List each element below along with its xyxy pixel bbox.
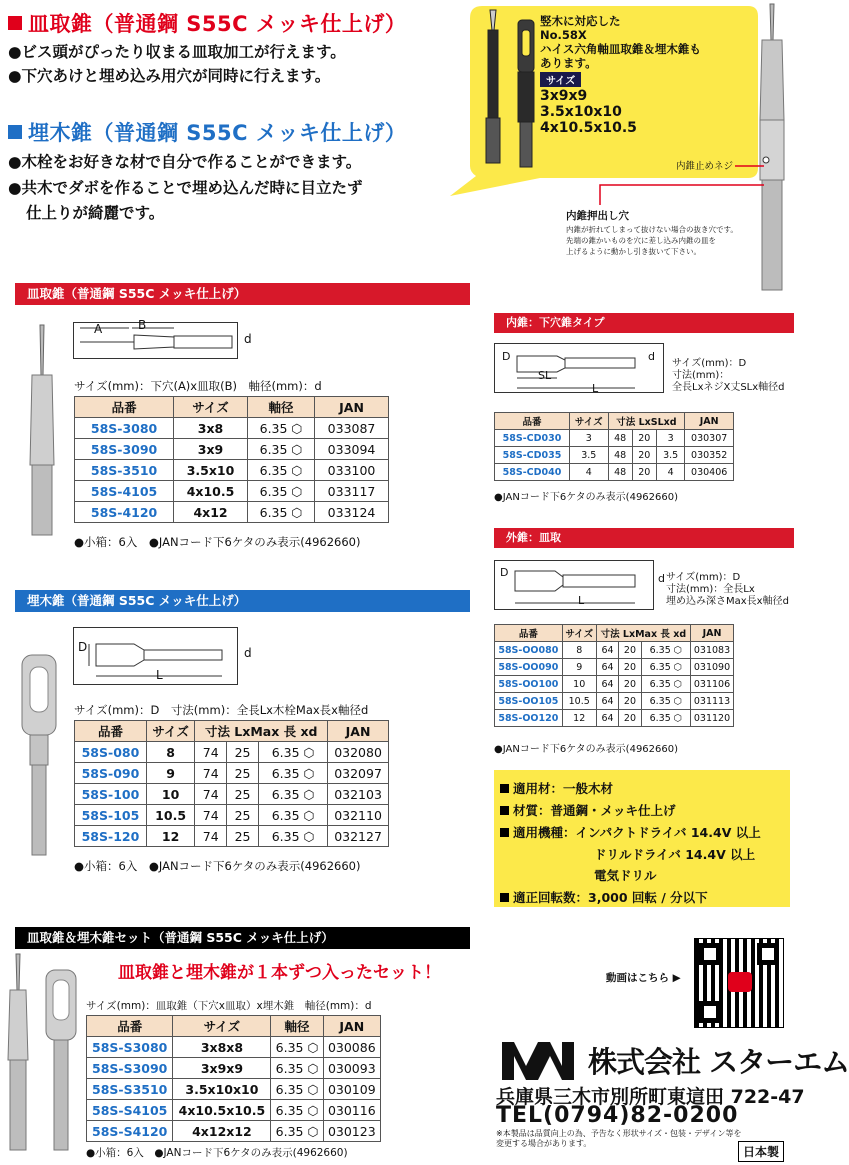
table-row: 58S-CD030 3 48 20 3 030307: [495, 430, 734, 447]
set-tagline: 皿取錐と埋木錐が１本ずつ入ったセット！: [118, 963, 441, 983]
made-in-japan-badge: 日本製: [738, 1141, 784, 1162]
label-hole-desc: 内錐が折れてしまって抜けない場合の抜き穴です。 先端の錐かいものを穴に差し込み内錐の皿を 上げるように動かし引き抜いて下さい。: [566, 225, 738, 256]
set-note: ●小箱：6入 ●JANコード下6ケタのみ表示(4962660): [86, 1147, 348, 1159]
dim-L: L: [578, 594, 585, 607]
cd-diagram: [494, 343, 664, 393]
company-address: 兵庫県三木市別所町東這田 722-47: [496, 1086, 805, 1108]
sara-note: ●小箱：6入 ●JANコード下6ケタのみ表示(4962660): [74, 535, 361, 549]
spec-row: ドリルドライバ 14.4V 以上: [594, 847, 756, 862]
dim-d: d: [648, 350, 655, 363]
dim-D: D: [78, 640, 88, 654]
dim-SL: SL: [538, 369, 552, 382]
table-row: 58S-090 9 74 25 6.35 ⬡ 032097: [75, 763, 389, 784]
oo-table: 品番 サイズ 寸法 LxMax 長 xd JAN 58S-OO080 8 64 20 6.35 ⬡ 031083 58S-OO090 9 64 20 6.35 ⬡ 031090 58S-OO100 10 64 20 6.35 ⬡ 031106 58S-OO105 10.5 64 20 6.35 ⬡ 031113 58S-OO120 12 64 20 6.35 ⬡ 031120: [494, 624, 734, 727]
dim-L: L: [156, 668, 163, 682]
table-row: 58S-4120 4x12 6.35 ⬡ 033124: [75, 502, 389, 523]
bullet: ●ビス頭がぴったり収まる皿取加工が行えます。: [8, 43, 346, 61]
table-row: 58S-CD040 4 48 20 4 030406: [495, 464, 734, 481]
table-row: 58S-S3510 3.5x10x10 6.35 ⬡ 030109: [87, 1079, 381, 1100]
bullet: ●木栓をお好きな材で自分で作ることができます。: [8, 153, 362, 171]
table-row: 58S-3080 3x8 6.35 ⬡ 033087: [75, 418, 389, 439]
bullet: ●共木でダボを作ることで埋め込んだ時に目立たず: [8, 179, 363, 197]
heading-ume: 埋木錐（普通鋼 S55C メッキ仕上げ）: [8, 117, 406, 147]
table-row: 58S-OO090 9 64 20 6.35 ⬡ 031090: [495, 659, 734, 676]
sara-table: 品番 サイズ 軸径 JAN 58S-3080 3x8 6.35 ⬡ 033087 58S-3090 3x9 6.35 ⬡ 033094 58S-3510 3.5x10 6.35 ⬡ 033100 58S-4105 4x10.5 6.35 ⬡ 033117 58S-4120 4x12 6.35 ⬡ 033124: [74, 396, 389, 523]
size-tag: サイズ: [540, 72, 581, 87]
oo-note: ●JANコード下6ケタのみ表示(4962660): [494, 744, 679, 755]
section-bar-sara: 皿取錐（普通鋼 S55C メッキ仕上げ）: [15, 283, 470, 305]
company-name: 株式会社 スターエム: [588, 1045, 849, 1079]
bubble-sizes: 3x9x9 3.5x10x10 4x10.5x10.5: [540, 88, 637, 136]
video-label: 動画はこちら ▶: [606, 972, 681, 984]
oo-diagram: [494, 560, 654, 610]
heading-sara: 皿取錐（普通鋼 S55C メッキ仕上げ）: [8, 8, 406, 38]
spec-row: 電気ドリル: [594, 868, 657, 883]
sara-spec: サイズ(mm)：下穴(A)x皿取(B) 軸径(mm)：d: [74, 379, 322, 393]
dim-d: d: [244, 332, 252, 346]
cd-note: ●JANコード下6ケタのみ表示(4962660): [494, 492, 679, 503]
sara-drill-image: [10, 305, 70, 545]
disclaimer: ※本製品は品質向上の為、予告なく形状サイズ・包装・デザイン等を 変更する場合があります。: [496, 1129, 742, 1148]
section-bar-oo: 外錐：皿取: [494, 528, 794, 548]
table-row: 58S-3090 3x9 6.35 ⬡ 033094: [75, 439, 389, 460]
label-screw: 内錐止めネジ: [676, 161, 734, 172]
table-row: 58S-OO080 8 64 20 6.35 ⬡ 031083: [495, 642, 734, 659]
table-row: 58S-120 12 74 25 6.35 ⬡ 032127: [75, 826, 389, 847]
table-row: 58S-S4120 4x12x12 6.35 ⬡ 030123: [87, 1121, 381, 1142]
section-bar-cd: 内錐：下穴錐タイプ: [494, 313, 794, 333]
ume-drill-image: [10, 615, 70, 865]
ume-note: ●小箱：6入 ●JANコード下6ケタのみ表示(4962660): [74, 859, 361, 873]
table-row: 58S-S4105 4x10.5x10.5 6.35 ⬡ 030116: [87, 1100, 381, 1121]
ume-spec: サイズ(mm)：D 寸法(mm)：全長Lx木栓Max長x軸径d: [74, 703, 369, 717]
table-row: 58S-S3080 3x8x8 6.35 ⬡ 030086: [87, 1037, 381, 1058]
set-spec: サイズ(mm)：皿取錐（下穴x皿取）x埋木錐 軸径(mm)：d: [86, 1000, 372, 1012]
bullet: 仕上りが綺麗です。: [26, 204, 165, 222]
set-drill-image: [4, 950, 94, 1160]
company-tel: TEL(0794)82-0200: [496, 1103, 739, 1128]
table-row: 58S-CD035 3.5 48 20 3.5 030352: [495, 447, 734, 464]
qr-code-icon[interactable]: [694, 938, 784, 1028]
table-row: 58S-4105 4x10.5 6.35 ⬡ 033117: [75, 481, 389, 502]
table-row: 58S-3510 3.5x10 6.35 ⬡ 033100: [75, 460, 389, 481]
table-row: 58S-105 10.5 74 25 6.35 ⬡ 032110: [75, 805, 389, 826]
dim-D: D: [502, 350, 511, 363]
oo-spec: サイズ(mm)：D 寸法(mm)：全長Lx 埋め込み深さMax長x軸径d: [666, 572, 789, 607]
ume-table: 品番 サイズ 寸法 LxMax 長 xd JAN 58S-080 8 74 25 6.35 ⬡ 032080 58S-090 9 74 25 6.35 ⬡ 032097 58S-100 10 74 25 6.35 ⬡ 032103 58S-105 10.5 74 25 6.35 ⬡ 032110 58S-120 12 74 25 6.35 ⬡ 032127: [74, 720, 389, 847]
spec-row: 材質：普通鋼・メッキ仕上げ: [500, 801, 676, 819]
dim-D: D: [500, 566, 509, 579]
section-bar-set: 皿取錐＆埋木錐セット（普通鋼 S55C メッキ仕上げ）: [15, 927, 470, 949]
table-row: 58S-OO105 10.5 64 20 6.35 ⬡ 031113: [495, 693, 734, 710]
bullet: ●下穴あけと埋め込み用穴が同時に行えます。: [8, 67, 331, 85]
table-row: 58S-OO100 10 64 20 6.35 ⬡ 031106: [495, 676, 734, 693]
set-table: 品番 サイズ 軸径 JAN 58S-S3080 3x8x8 6.35 ⬡ 030086 58S-S3090 3x9x9 6.35 ⬡ 030093 58S-S3510 3.5x10x10 6.35 ⬡ 030109 58S-S4105 4x10.5x10.5 6.35 ⬡ 030116 58S-S4120 4x12x12 6.35 ⬡ 030123: [86, 1015, 381, 1142]
cd-table: 品番 サイズ 寸法 LxSLxd JAN 58S-CD030 3 48 20 3 030307 58S-CD035 3.5 48 20 3.5 030352 58S-CD040 4 48 20 4 030406: [494, 412, 734, 481]
label-hole-title: 内錐押出し穴: [566, 210, 629, 222]
spec-row: 適用機種：インパクトドライバ 14.4V 以上: [500, 823, 761, 841]
dim-d: d: [658, 572, 665, 585]
table-row: 58S-100 10 74 25 6.35 ⬡ 032103: [75, 784, 389, 805]
table-row: 58S-S3090 3x9x9 6.35 ⬡ 030093: [87, 1058, 381, 1079]
youtube-icon: [728, 972, 752, 992]
dim-d: d: [244, 646, 252, 660]
dim-b: B: [138, 318, 147, 332]
company-logo-icon: [500, 1038, 580, 1082]
dim-L: L: [592, 382, 599, 395]
table-row: 58S-080 8 74 25 6.35 ⬡ 032080: [75, 742, 389, 763]
dim-a: A: [94, 322, 103, 336]
section-bar-ume: 埋木錐（普通鋼 S55C メッキ仕上げ）: [15, 590, 470, 612]
bubble-text: 竪木に対応した No.58X ハイス六角軸皿取錐＆埋木錐も あります。: [540, 14, 701, 70]
cd-spec: サイズ(mm)：D 寸法(mm)： 全長LxネジX丈SLx軸径d: [672, 358, 785, 393]
spec-row: 適正回転数：3,000 回転 / 分以下: [500, 888, 708, 906]
spec-row: 適用材：一般木材: [500, 779, 613, 797]
table-row: 58S-OO120 12 64 20 6.35 ⬡ 031120: [495, 710, 734, 727]
